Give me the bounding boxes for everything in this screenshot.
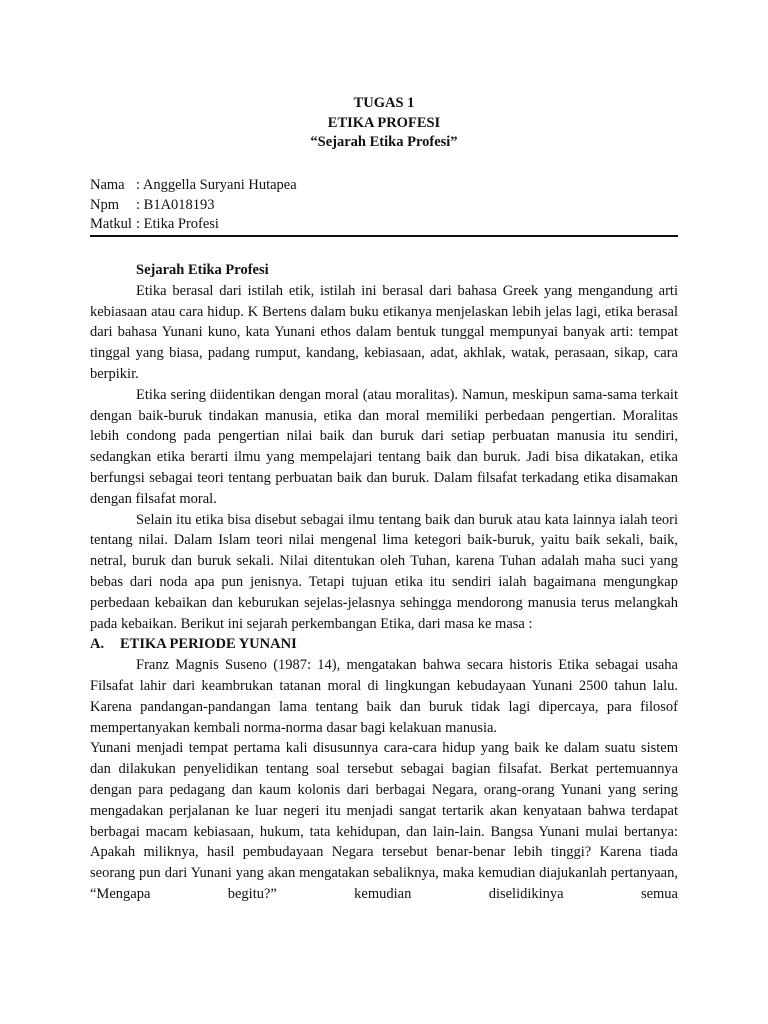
subheading-a [90,634,678,655]
header-divider [90,235,678,237]
paragraph-4: Franz Magnis Suseno (1987: 14), mengatakan bahwa secara historis Etika sebagai usaha Filsafat lahir dari keambrukan tatanan moral di lingkungan kebudayaan Yunani 2500 tahun lalu. Karena pandangan-pandangan lama tentang baik dan buruk tidak lagi dipercaya, para filosof mempertanyakan kembali norma-norma dasar bagi kelakuan manusia. [90,657,678,736]
npm-label: Npm [90,196,119,213]
subheading-text: ETIKA PERIODE YUNANI [120,636,297,653]
subheading-letter: A. [90,636,105,653]
identity-block [90,176,678,235]
identity-row-npm [90,196,678,216]
matkul-label: Matkul [90,216,132,232]
identity-row-matkul [90,215,678,235]
document-body [90,260,678,905]
paragraph-5: Yunani menjadi tempat pertama kali disusunnya cara-cara hidup yang baik ke dalam suatu sistem dan dilakukan penyelidikan tentang soal tersebut sebagai bagian filsafat. Berkat pertemuannya dengan para pedagang dan kaum kolonis dari berbagai Negara, orang-orang Yunani yang sering mengadakan perjalanan ke luar negeri itu menjadi sangat tertarik akan kenyataan bahwa terdapat berbagai macam kebiasaan, hukum, tata kehidupan, dan lain-lain. Bangsa Yunani mulai bertanya: Apakah miliknya, hasil pembudayaan Negara tersebut benar-benar lebih tinggi? Karena tiada seorang pun dari Yunani yang akan mengatakan sebaliknya, maka kemudian diajukanlah pertanyaan, “Mengapa begitu?” kemudian diselidikinya semua [90,740,678,902]
course-title: ETIKA PROFESI [327,114,441,131]
identity-row-nama [90,176,678,196]
section-title: Sejarah Etika Profesi [136,262,269,278]
paragraph-1: Etika berasal dari istilah etik, istilah ini berasal dari bahasa Greek yang mengandung arti kebiasaan atau cara hidup. K Bertens dalam buku etikanya menjelaskan lebih jelas lagi, etika berasal dari bahasa Yunani kuno, kata Yunani ethos dalam bentuk tunggal mempunyai banyak arti: tempat tinggal yang biasa, padang rumput, kandang, kebiasaan, adat, akhlak, watak, perasaan, sikap, cara berpikir. [90,282,678,382]
matkul-value: : Etika Profesi [136,216,219,232]
nama-value: : Anggella Suryani Hutapea [136,177,297,193]
paragraph-2: Etika sering diidentikan dengan moral (atau moralitas). Namun, meskipun sama-sama terkait dengan baik-buruk tindakan manusia, etika dan moral memiliki perbedaan pengertian. Moralitas lebih condong pada pengertian nilai baik dan buruk dari setiap perbuatan manusia itu sendiri, sedangkan etika berarti ilmu yang mempelajari tentang baik dan buruk. Jadi bisa dikatakan, etika berfungsi sebagai teori tentang perbuatan baik dan buruk. Dalam filsafat terkadang etika disamakan dengan filsafat moral. [90,386,678,507]
npm-value: : B1A018193 [136,196,215,213]
paragraph-3: Selain itu etika bisa disebut sebagai ilmu tentang baik dan buruk atau kata lainnya ialah teori tentang nilai. Dalam Islam teori nilai mengenal lima ketegori baik-buruk, yaitu baik sekali, baik, netral, buruk dan buruk sekali. Nilai ditentukan oleh Tuhan, karena Tuhan adalah maha suci yang bebas dari noda apa pun jenisnya. Tetapi tujuan etika itu sendiri ialah bagaimana mengungkap perbedaan kebaikan dan keburukan sejelas-jelasnya sehingga mendorong manusia terus melangkah pada kebaikan. Berikut ini sejarah perkembangan Etika, dari masa ke masa : [90,511,678,632]
tail-block [90,738,678,904]
assignment-title: TUGAS 1 [353,95,415,111]
nama-label: Nama [90,177,125,193]
document-subtitle: “Sejarah Etika Profesi” [310,134,458,150]
document-header [90,94,678,153]
